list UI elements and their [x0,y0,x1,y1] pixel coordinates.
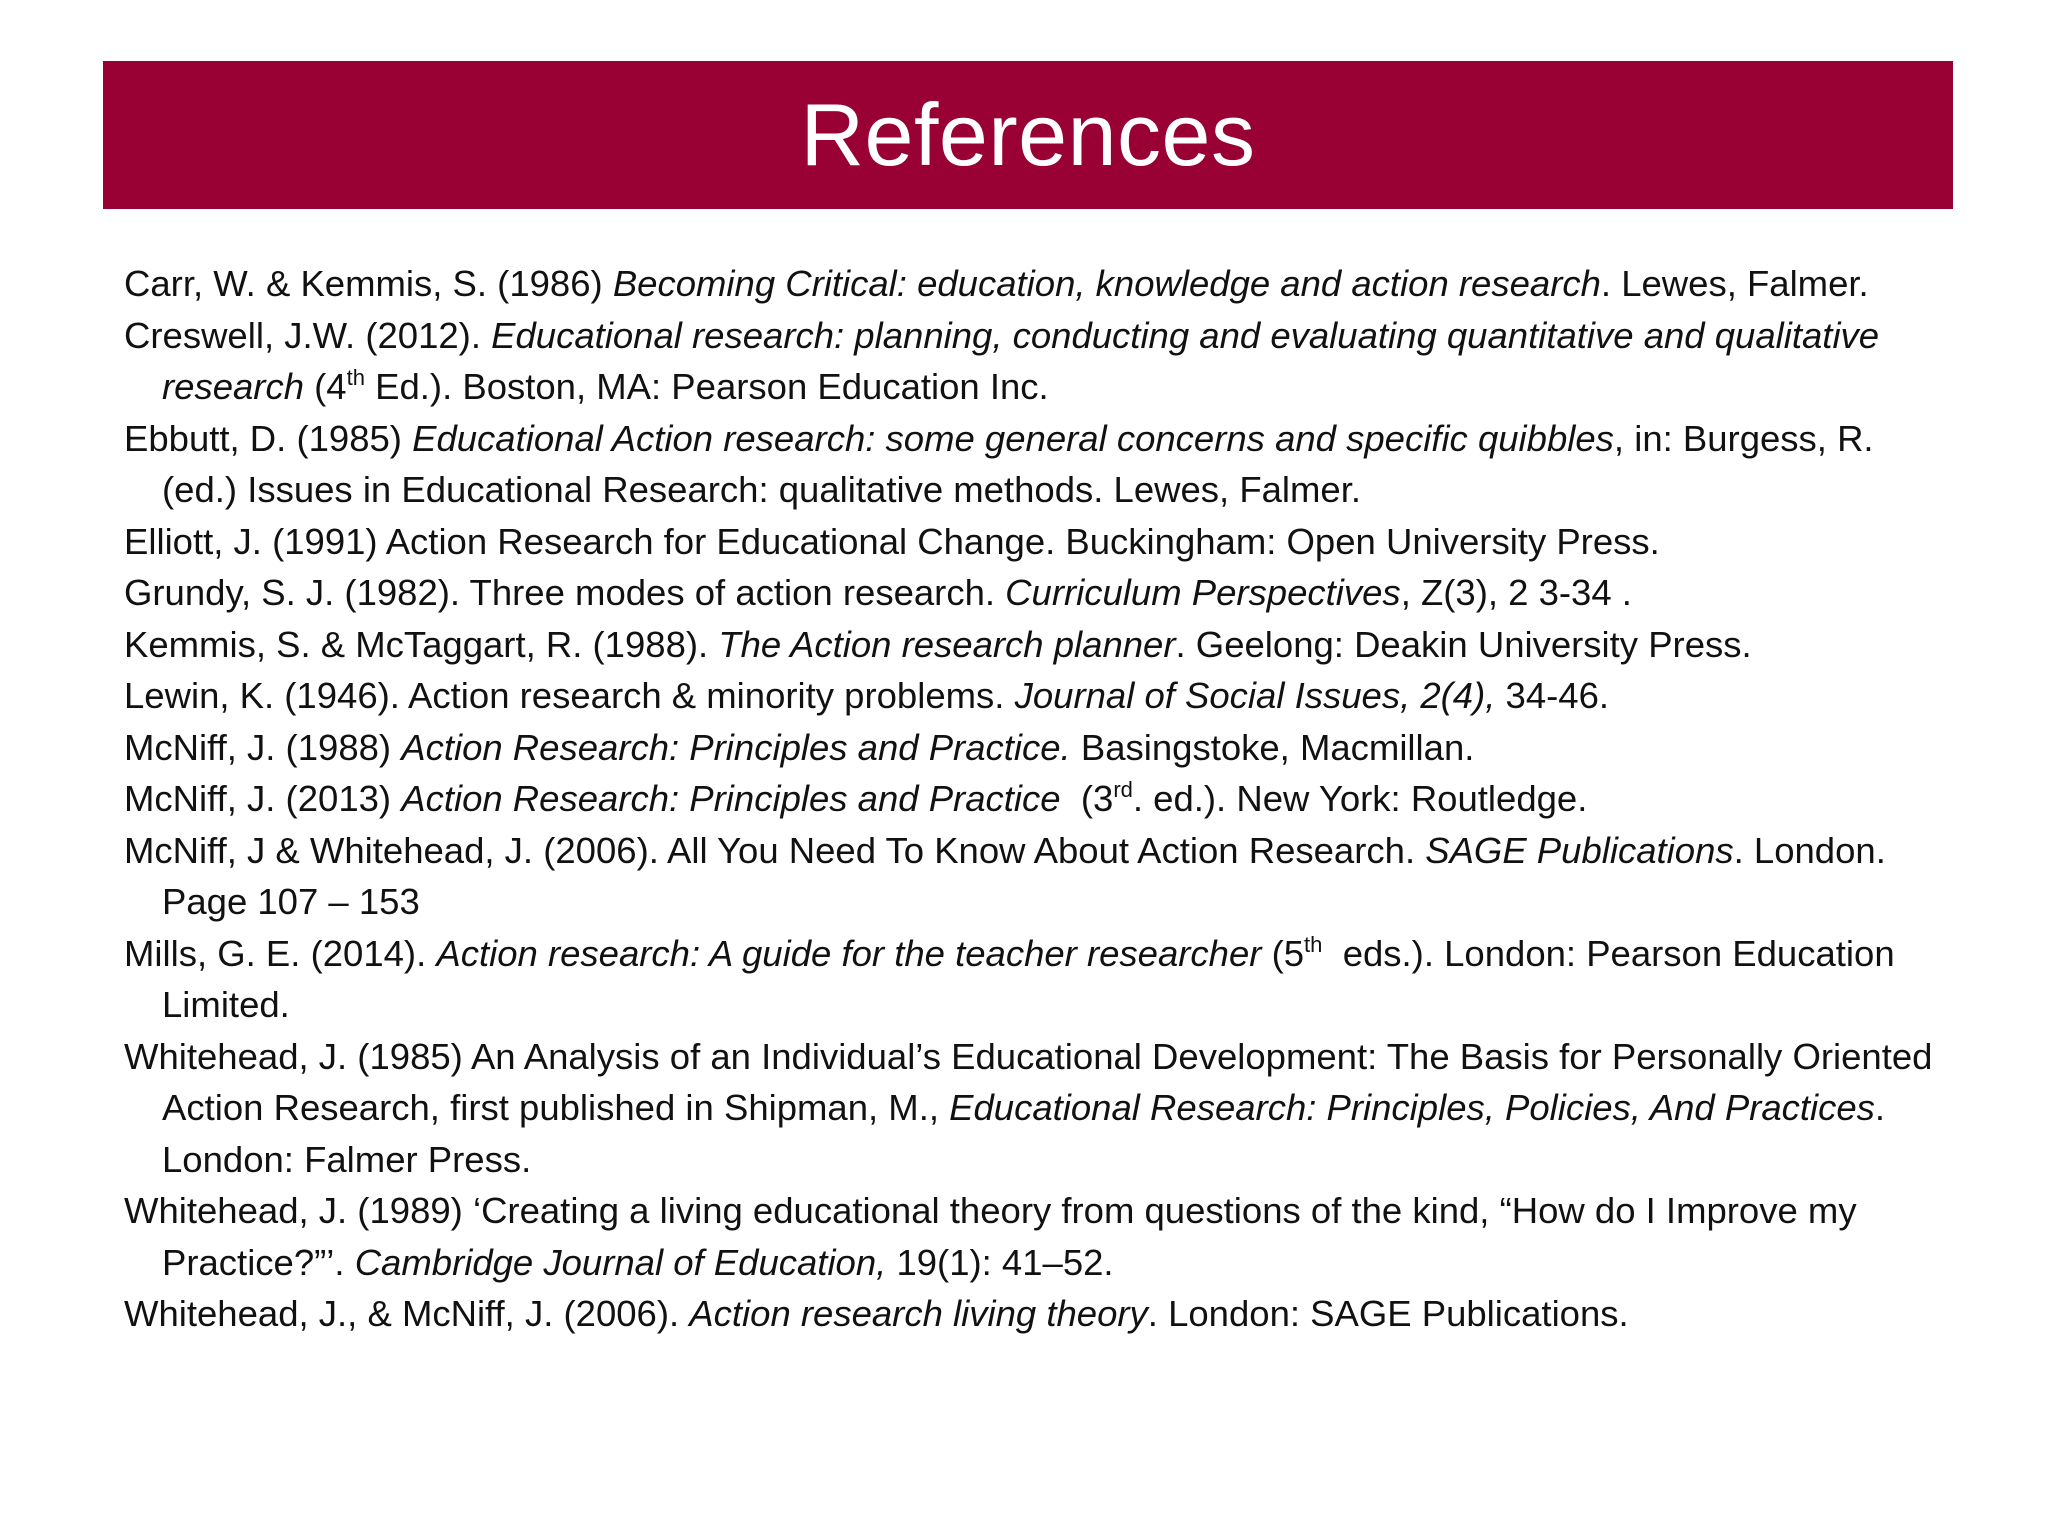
reference-item [124,258,1954,310]
ref-title: Action research living theory [689,1293,1148,1334]
reference-item [124,1185,1954,1288]
ref-text: . London. Page 107 – 153 [162,829,1886,922]
ref-text: McNiff, J. (1988) [124,726,402,768]
ref-text: McNiff, J. (2013) [124,778,402,819]
ref-title: Journal of Social Issues, 2(4), [1014,675,1496,716]
ref-text: . Geelong: Deakin University Press. [1175,623,1752,665]
reference-item [124,773,1954,825]
page-title: References [800,85,1256,184]
ref-text: McNiff, J & Whitehead, J. (2006). All You Need To Know About Action Research. [124,829,1426,871]
ref-text: (3 [1060,778,1114,819]
reference-item [124,310,1954,413]
ref-title: Cambridge Journal of Education, [354,1241,887,1283]
reference-item [124,413,1954,516]
ref-text: , in: Burgess, R. (ed.) Issues in Educational Research: qualitative methods. Lewes, Falmer. [162,417,1874,510]
ref-superscript: th [346,365,365,390]
ref-text: Lewin, K. (1946). Action research & minority problems. [124,675,1015,716]
ref-text: . London: SAGE Publications. [1147,1293,1629,1334]
ref-text: , Z(3), 2 3-34 . [1400,572,1632,613]
ref-text: Elliott, J. (1991) Action Research for Educational Change. Buckingham: Open University Press. [124,520,1660,562]
ref-text: Whitehead, J. (1989) ‘Creating a living educational theory from questions of the kind, “How do I Improve my Practice?”’. [124,1190,1857,1283]
ref-superscript: rd [1113,777,1133,802]
reference-item [124,619,1954,671]
ref-text: 19(1): 41–52. [886,1241,1114,1283]
reference-item [124,825,1954,928]
title-banner [103,61,1953,209]
ref-title: Action research: A guide for the teacher researcher [436,932,1262,974]
ref-text: Carr, W. & Kemmis, S. (1986) [124,263,613,304]
ref-title: Educational Action research: some general concerns and specific quibbles [412,417,1614,459]
reference-item [124,722,1954,774]
ref-title: Educational research: planning, conducting and evaluating quantitative and qualitative research [162,314,1880,407]
reference-item [124,1288,1954,1340]
ref-text: Whitehead, J., & McNiff, J. (2006). [124,1293,690,1334]
ref-text: . London: Falmer Press. [162,1087,1886,1180]
ref-text: Ed.). Boston, MA: Pearson Education Inc. [364,366,1049,407]
ref-title: Curriculum Perspectives [1005,572,1401,613]
ref-text: Grundy, S. J. (1982). Three modes of action research. [124,572,1006,613]
ref-title: The Action research planner [718,623,1176,665]
ref-title: SAGE Publications [1425,829,1734,871]
reference-item [124,567,1954,619]
reference-item [124,928,1954,1031]
ref-text: (5 [1261,932,1305,974]
ref-text: Ebbutt, D. (1985) [124,417,413,459]
ref-text: . ed.). New York: Routledge. [1132,778,1588,819]
ref-title: Becoming Critical: education, knowledge and action research [612,263,1601,304]
reference-list [124,258,1954,1340]
ref-text: . Lewes, Falmer. [1600,263,1869,304]
ref-title: Action Research: Principles and Practice. [401,726,1071,768]
ref-title: Action Research: Principles and Practice [401,778,1061,819]
ref-title: Educational Research: Principles, Policies, And Practices [949,1087,1875,1128]
ref-text: Basingstoke, Macmillan. [1070,726,1475,768]
reference-item [124,670,1954,722]
ref-text: eds.). London: Pearson Education Limited. [162,932,1905,1025]
ref-text: (4 [304,366,347,407]
ref-text: Mills, G. E. (2014). [124,932,437,974]
ref-superscript: th [1304,931,1323,957]
reference-item [124,1031,1954,1186]
ref-text: Kemmis, S. & McTaggart, R. (1988). [124,623,719,665]
reference-item [124,516,1954,568]
ref-text: 34-46. [1495,675,1610,716]
ref-text: Whitehead, J. (1985) An Analysis of an Individual’s Educational Development: The Basis for Personally Oriented Action Research, first published in Shipman, M., [124,1035,1933,1128]
ref-text: Creswell, J.W. (2012). [124,314,492,356]
